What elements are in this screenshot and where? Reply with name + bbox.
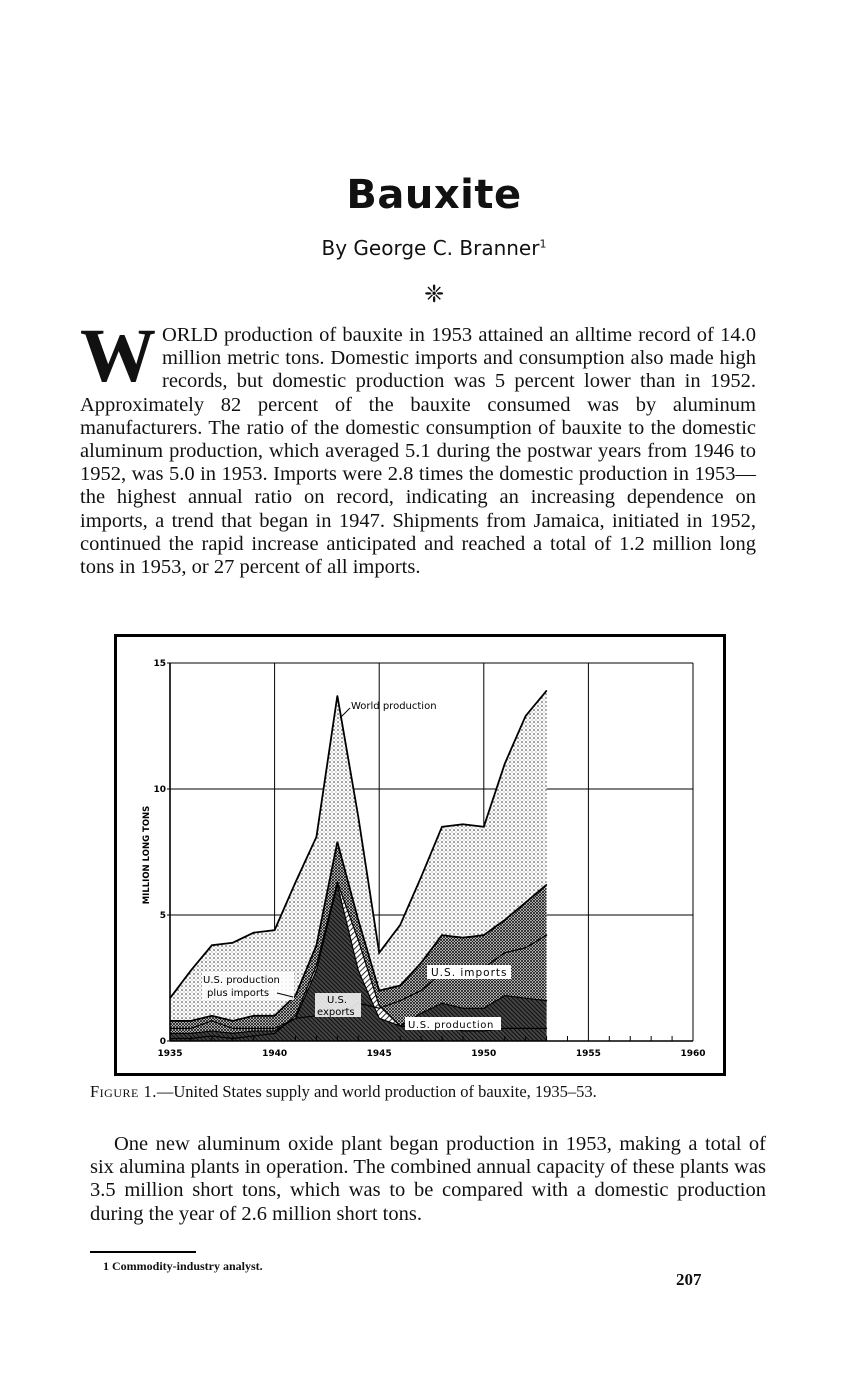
footnote-rule — [90, 1251, 196, 1253]
us-imports-point — [232, 1028, 233, 1029]
world-production-point — [190, 970, 191, 971]
y-axis-label: MILLION LONG TONS — [142, 805, 152, 905]
us-production-plus-imports-point — [316, 945, 317, 946]
us-production-plus-imports-point — [441, 935, 442, 936]
us-production-point — [525, 998, 526, 999]
world-production-point — [525, 715, 526, 716]
world-production-point — [546, 690, 547, 691]
us-production-plus-imports-point — [504, 919, 505, 920]
world-production-point — [337, 695, 338, 696]
us-production-point — [483, 1008, 484, 1009]
us-production-point — [400, 1025, 401, 1026]
us-imports-point — [274, 1028, 275, 1029]
world-production-point — [232, 942, 233, 943]
us-production-plus-imports-point — [483, 935, 484, 936]
us-production-point — [546, 1000, 547, 1001]
page-title: Bauxite — [346, 172, 522, 218]
world-production-label: World production — [351, 701, 437, 712]
us-production-point — [190, 1033, 191, 1034]
world-production-point — [420, 877, 421, 878]
us-production-plus-imports-point — [420, 962, 421, 963]
us-imports-point — [504, 952, 505, 953]
us-imports-point — [400, 1000, 401, 1001]
world-production-point — [358, 816, 359, 817]
x-tick-label: 1960 — [680, 1049, 706, 1059]
x-tick-label: 1945 — [366, 1049, 392, 1059]
world-production-point — [274, 930, 275, 931]
us-production-plus-imports-point — [253, 1015, 254, 1016]
us-exports-point — [358, 940, 359, 941]
world-production-point — [316, 836, 317, 837]
us-exports-label: U.S. exports — [317, 995, 355, 1018]
us-production-plus-imports-point — [546, 884, 547, 885]
world-production-point — [295, 882, 296, 883]
drop-cap: W — [80, 314, 156, 398]
y-tick-label: 10 — [153, 785, 166, 795]
footnote: 1 Commodity-industry analyst. — [103, 1259, 263, 1273]
us-production-plus-imports-point — [232, 1020, 233, 1021]
x-tick-label: 1950 — [471, 1049, 497, 1059]
author-name: By George C. Branner — [321, 236, 540, 260]
figure-label: Figure 1. — [90, 1082, 157, 1101]
us-production-plus-imports-line2: plus imports — [207, 988, 270, 999]
figure-caption — [90, 1082, 780, 1102]
intro-text: ORLD production of bauxite in 1953 attained an alltime record of 14.0 million metric tons. Domestic imports and consumption also made high records, but domestic production was 5 percent lower than in 1952. Approximately 82 percent of the bauxite consumed was by aluminum manufacturers. The ratio of the domestic consumption of bauxite to the domestic aluminum production, which averaged 5.1 during the postwar years from 1946 to 1952, was 5.0 in 1953. Imports were 2.8 times the domestic production in 1953—the highest annual ratio on record, indicating an increasing dependence on imports, a trend that began in 1947. Shipments from Jamaica, initiated in 1952, continued the rapid increase anticipated and reached a total of 1.2 million long tons in 1953, or 27 percent of all imports. — [80, 324, 756, 579]
us-exports-point — [504, 1028, 505, 1029]
us-production-plus-imports-point — [211, 1015, 212, 1016]
us-production-label: U.S. production — [408, 1020, 494, 1031]
us-production-point — [232, 1033, 233, 1034]
us-exports-point — [274, 1033, 275, 1034]
world-production-point — [253, 932, 254, 933]
y-tick-label: 15 — [153, 659, 166, 669]
us-exports-point — [546, 1028, 547, 1029]
us-imports-point — [190, 1028, 191, 1029]
us-production-point — [420, 1013, 421, 1014]
us-imports-point — [211, 1020, 212, 1021]
world-production-point — [441, 826, 442, 827]
y-tick-label: 0 — [159, 1037, 166, 1047]
world-production-point — [379, 952, 380, 953]
us-production-plus-imports-point — [462, 937, 463, 938]
us-production-plus-imports-point — [274, 1015, 275, 1016]
body-paragraph: One new aluminum oxide plant began production in 1953, making a total of six alumina plants in operation. The combined annual capacity of these plants was 3.5 million short tons, which was to be compared with a domestic production during the year of 2.6 million short tons. — [90, 1133, 766, 1225]
us-production-point — [462, 1008, 463, 1009]
x-tick-label: 1955 — [575, 1049, 601, 1059]
us-imports-point — [379, 1008, 380, 1009]
world-production-point — [483, 826, 484, 827]
bauxite-chart — [117, 637, 723, 1073]
world-production-point — [400, 924, 401, 925]
world-production-point — [462, 824, 463, 825]
world-production-point — [211, 945, 212, 946]
y-tick-label: 5 — [159, 911, 166, 921]
us-production-point — [441, 1003, 442, 1004]
x-tick-label: 1940 — [262, 1049, 288, 1059]
us-production-plus-imports-point — [379, 990, 380, 991]
us-production-plus-imports-line1: U.S. production — [203, 975, 280, 986]
figure-caption-text: —United States supply and world production of bauxite, 1935–53. — [156, 1082, 597, 1101]
us-production-plus-imports-point — [337, 841, 338, 842]
figure-frame — [114, 634, 726, 1076]
us-production-plus-imports-point — [358, 919, 359, 920]
us-production-plus-imports-point — [295, 995, 296, 996]
us-exports-point — [525, 1028, 526, 1029]
us-exports-point — [337, 882, 338, 883]
us-production-point — [295, 1018, 296, 1019]
us-production-point — [504, 995, 505, 996]
us-imports-label: U.S. imports — [431, 967, 508, 979]
us-production-plus-imports-point — [400, 985, 401, 986]
world-production-pointer — [340, 708, 350, 718]
us-production-point — [211, 1030, 212, 1031]
us-production-point — [379, 1018, 380, 1019]
page-number: 207 — [676, 1270, 702, 1289]
us-exports-point — [316, 965, 317, 966]
us-production-point — [337, 884, 338, 885]
world-production-point — [504, 763, 505, 764]
us-imports-point — [546, 935, 547, 936]
us-production-point — [274, 1030, 275, 1031]
footnote-mark[interactable]: 1 — [539, 237, 547, 251]
us-production-point — [358, 970, 359, 971]
us-imports-point — [420, 990, 421, 991]
us-production-point — [316, 970, 317, 971]
us-imports-point — [253, 1028, 254, 1029]
us-exports-point — [379, 1005, 380, 1006]
byline — [0, 236, 868, 260]
us-production-plus-imports-point — [190, 1020, 191, 1021]
x-tick-label: 1935 — [157, 1049, 183, 1059]
ornament-icon: ❈ — [423, 280, 445, 308]
us-production-point — [253, 1030, 254, 1031]
us-production-plus-imports-point — [525, 902, 526, 903]
us-imports-point — [525, 947, 526, 948]
intro-paragraph — [80, 314, 756, 579]
